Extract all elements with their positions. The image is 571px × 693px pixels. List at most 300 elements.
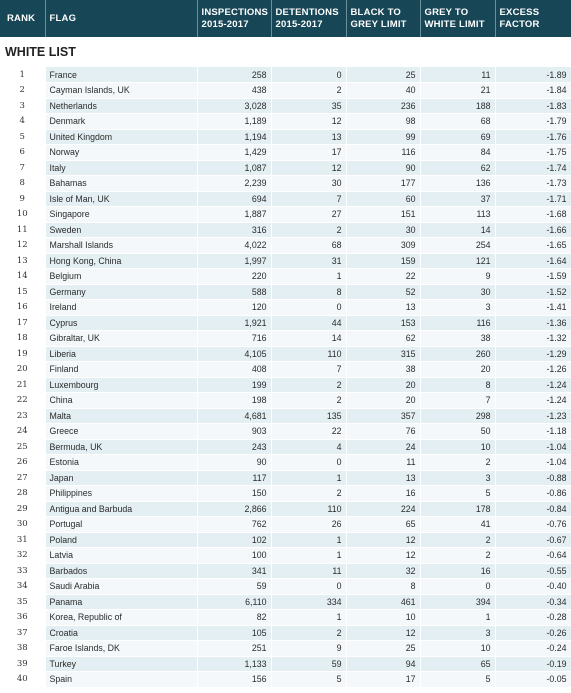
inspections-cell: 117 [197,470,271,486]
inspections-cell: 258 [197,67,271,83]
header-row [0,0,571,37]
flag-cell: Luxembourg [45,377,197,393]
header-grey-to-white-line1: GREY TO [424,6,469,18]
flag-cell: Sweden [45,222,197,238]
rank-cell: 30 [0,517,45,533]
table-row [0,579,571,595]
black-to-grey-cell: 17 [346,672,420,688]
flag-cell: Netherlands [45,98,197,114]
black-to-grey-cell: 309 [346,238,420,254]
flag-cell: Bahamas [45,176,197,192]
detentions-cell: 0 [271,67,346,83]
grey-to-white-cell: 62 [420,160,495,176]
header-flag: FLAG [45,0,197,37]
rank-cell: 12 [0,238,45,254]
black-to-grey-cell: 65 [346,517,420,533]
detentions-cell: 44 [271,315,346,331]
grey-to-white-cell: 38 [420,331,495,347]
grey-to-white-cell: 5 [420,486,495,502]
table-row [0,269,571,285]
black-to-grey-cell: 116 [346,145,420,161]
excess-factor-cell: -1.71 [495,191,571,207]
flag-cell: Gibraltar, UK [45,331,197,347]
flag-cell: Germany [45,284,197,300]
black-to-grey-cell: 20 [346,377,420,393]
detentions-cell: 1 [271,532,346,548]
excess-factor-cell: -1.04 [495,455,571,471]
detentions-cell: 13 [271,129,346,145]
excess-factor-cell: -1.18 [495,424,571,440]
grey-to-white-cell: 3 [420,300,495,316]
detentions-cell: 2 [271,377,346,393]
detentions-cell: 12 [271,114,346,130]
excess-factor-cell: -1.23 [495,408,571,424]
flag-cell: Marshall Islands [45,238,197,254]
inspections-cell: 100 [197,548,271,564]
grey-to-white-cell: 178 [420,501,495,517]
flag-cell: Turkey [45,656,197,672]
black-to-grey-cell: 30 [346,222,420,238]
black-to-grey-cell: 236 [346,98,420,114]
table-row [0,641,571,657]
excess-factor-cell: -0.76 [495,517,571,533]
grey-to-white-cell: 1 [420,610,495,626]
inspections-cell: 1,189 [197,114,271,130]
grey-to-white-cell: 8 [420,377,495,393]
table-row [0,656,571,672]
flag-cell: Hong Kong, China [45,253,197,269]
black-to-grey-cell: 11 [346,455,420,471]
black-to-grey-cell: 151 [346,207,420,223]
grey-to-white-cell: 0 [420,579,495,595]
rank-cell: 17 [0,315,45,331]
flag-cell: Liberia [45,346,197,362]
rank-cell: 36 [0,610,45,626]
excess-factor-cell: -1.76 [495,129,571,145]
inspections-cell: 4,105 [197,346,271,362]
excess-factor-cell: -0.67 [495,532,571,548]
flag-cell: Portugal [45,517,197,533]
detentions-cell: 26 [271,517,346,533]
flag-cell: United Kingdom [45,129,197,145]
black-to-grey-cell: 90 [346,160,420,176]
detentions-cell: 0 [271,579,346,595]
excess-factor-cell: -0.55 [495,563,571,579]
detentions-cell: 12 [271,160,346,176]
grey-to-white-cell: 116 [420,315,495,331]
inspections-cell: 82 [197,610,271,626]
excess-factor-cell: -1.66 [495,222,571,238]
rank-cell: 23 [0,408,45,424]
excess-factor-cell: -0.28 [495,610,571,626]
flag-cell: Ireland [45,300,197,316]
detentions-cell: 30 [271,176,346,192]
black-to-grey-cell: 52 [346,284,420,300]
black-to-grey-cell: 60 [346,191,420,207]
excess-factor-cell: -1.26 [495,362,571,378]
grey-to-white-cell: 65 [420,656,495,672]
detentions-cell: 334 [271,594,346,610]
table-row [0,207,571,223]
inspections-cell: 4,022 [197,238,271,254]
black-to-grey-cell: 22 [346,269,420,285]
black-to-grey-cell: 24 [346,439,420,455]
table-row [0,501,571,517]
inspections-cell: 2,239 [197,176,271,192]
rank-cell: 10 [0,207,45,223]
detentions-cell: 2 [271,486,346,502]
rank-cell: 18 [0,331,45,347]
black-to-grey-cell: 12 [346,625,420,641]
grey-to-white-cell: 113 [420,207,495,223]
inspections-cell: 438 [197,83,271,99]
table-row [0,114,571,130]
flag-cell: Spain [45,672,197,688]
detentions-cell: 68 [271,238,346,254]
grey-to-white-cell: 69 [420,129,495,145]
excess-factor-cell: -1.59 [495,269,571,285]
table-row [0,517,571,533]
flag-cell: Faroe Islands, DK [45,641,197,657]
grey-to-white-cell: 9 [420,269,495,285]
rank-cell: 15 [0,284,45,300]
inspections-cell: 4,681 [197,408,271,424]
grey-to-white-cell: 30 [420,284,495,300]
detentions-cell: 1 [271,610,346,626]
rank-cell: 20 [0,362,45,378]
rank-cell: 8 [0,176,45,192]
rank-cell: 25 [0,439,45,455]
rank-cell: 38 [0,641,45,657]
grey-to-white-cell: 3 [420,625,495,641]
table-row [0,393,571,409]
header-grey-to-white-line2: WHITE LIMIT [424,18,485,30]
excess-factor-cell: -1.29 [495,346,571,362]
detentions-cell: 8 [271,284,346,300]
table-row [0,315,571,331]
inspections-cell: 2,866 [197,501,271,517]
detentions-cell: 2 [271,83,346,99]
grey-to-white-cell: 84 [420,145,495,161]
excess-factor-cell: -0.26 [495,625,571,641]
black-to-grey-cell: 8 [346,579,420,595]
grey-to-white-cell: 68 [420,114,495,130]
excess-factor-cell: -0.05 [495,672,571,688]
black-to-grey-cell: 32 [346,563,420,579]
detentions-cell: 17 [271,145,346,161]
detentions-cell: 22 [271,424,346,440]
excess-factor-cell: -0.24 [495,641,571,657]
table-row [0,424,571,440]
excess-factor-cell: -1.89 [495,67,571,83]
black-to-grey-cell: 99 [346,129,420,145]
section-title: WHITE LIST [0,37,571,67]
detentions-cell: 35 [271,98,346,114]
rank-cell: 26 [0,455,45,471]
detentions-cell: 0 [271,455,346,471]
flag-cell: Philippines [45,486,197,502]
header-detentions-line1: DETENTIONS [275,6,339,18]
grey-to-white-cell: 21 [420,83,495,99]
flag-cell: Belgium [45,269,197,285]
rank-cell: 39 [0,656,45,672]
header-inspections [197,0,271,37]
flag-cell: Antigua and Barbuda [45,501,197,517]
inspections-cell: 694 [197,191,271,207]
grey-to-white-cell: 5 [420,672,495,688]
black-to-grey-cell: 25 [346,641,420,657]
grey-to-white-cell: 7 [420,393,495,409]
inspections-cell: 102 [197,532,271,548]
black-to-grey-cell: 94 [346,656,420,672]
rank-cell: 7 [0,160,45,176]
flag-cell: Denmark [45,114,197,130]
black-to-grey-cell: 76 [346,424,420,440]
header-detentions-line2: 2015-2017 [275,18,323,30]
grey-to-white-cell: 3 [420,470,495,486]
flag-cell: Finland [45,362,197,378]
flag-cell: Latvia [45,548,197,564]
excess-factor-cell: -1.41 [495,300,571,316]
detentions-cell: 31 [271,253,346,269]
inspections-cell: 588 [197,284,271,300]
rank-cell: 35 [0,594,45,610]
inspections-cell: 6,110 [197,594,271,610]
detentions-cell: 2 [271,625,346,641]
grey-to-white-cell: 2 [420,548,495,564]
table-header [0,0,571,37]
table-row [0,222,571,238]
rank-cell: 1 [0,67,45,83]
grey-to-white-cell: 50 [420,424,495,440]
rank-cell: 31 [0,532,45,548]
rank-cell: 37 [0,625,45,641]
rank-cell: 33 [0,563,45,579]
black-to-grey-cell: 25 [346,67,420,83]
grey-to-white-cell: 10 [420,439,495,455]
inspections-cell: 199 [197,377,271,393]
table-row [0,331,571,347]
detentions-cell: 9 [271,641,346,657]
inspections-cell: 251 [197,641,271,657]
table-row [0,83,571,99]
flag-cell: Singapore [45,207,197,223]
excess-factor-cell: -1.32 [495,331,571,347]
rank-cell: 27 [0,470,45,486]
detentions-cell: 1 [271,548,346,564]
inspections-cell: 150 [197,486,271,502]
grey-to-white-cell: 394 [420,594,495,610]
excess-factor-cell: -0.84 [495,501,571,517]
grey-to-white-cell: 254 [420,238,495,254]
inspections-cell: 903 [197,424,271,440]
rank-cell: 2 [0,83,45,99]
excess-factor-cell: -1.36 [495,315,571,331]
black-to-grey-cell: 177 [346,176,420,192]
header-detentions [271,0,346,37]
rank-cell: 5 [0,129,45,145]
header-black-to-grey-line2: GREY LIMIT [350,18,407,30]
inspections-cell: 1,194 [197,129,271,145]
black-to-grey-cell: 16 [346,486,420,502]
excess-factor-cell: -1.74 [495,160,571,176]
detentions-cell: 110 [271,346,346,362]
table-row [0,129,571,145]
header-inspections-line1: INSPECTIONS [201,6,269,18]
rank-cell: 34 [0,579,45,595]
flag-cell: Norway [45,145,197,161]
grey-to-white-cell: 20 [420,362,495,378]
grey-to-white-cell: 14 [420,222,495,238]
inspections-cell: 220 [197,269,271,285]
table-row [0,98,571,114]
flag-cell: Italy [45,160,197,176]
table-row [0,253,571,269]
detentions-cell: 2 [271,222,346,238]
detentions-cell: 1 [271,269,346,285]
table-row [0,160,571,176]
rank-cell: 19 [0,346,45,362]
black-to-grey-cell: 153 [346,315,420,331]
rank-cell: 11 [0,222,45,238]
excess-factor-cell: -1.75 [495,145,571,161]
inspections-cell: 1,887 [197,207,271,223]
header-inspections-line2: 2015-2017 [201,18,249,30]
flag-cell: Croatia [45,625,197,641]
flag-cell: China [45,393,197,409]
excess-factor-cell: -1.04 [495,439,571,455]
rank-cell: 3 [0,98,45,114]
table-body [0,37,571,687]
inspections-cell: 716 [197,331,271,347]
table-row [0,362,571,378]
section-row [0,37,571,67]
black-to-grey-cell: 12 [346,548,420,564]
inspections-cell: 1,087 [197,160,271,176]
flag-cell: Malta [45,408,197,424]
table-row [0,470,571,486]
flag-cell: Bermuda, UK [45,439,197,455]
inspections-cell: 341 [197,563,271,579]
table-row [0,625,571,641]
inspections-cell: 59 [197,579,271,595]
detentions-cell: 59 [271,656,346,672]
flag-cell: Cyprus [45,315,197,331]
flag-cell: Greece [45,424,197,440]
rank-cell: 14 [0,269,45,285]
flag-cell: Poland [45,532,197,548]
excess-factor-cell: -1.84 [495,83,571,99]
black-to-grey-cell: 357 [346,408,420,424]
grey-to-white-cell: 37 [420,191,495,207]
detentions-cell: 135 [271,408,346,424]
excess-factor-cell: -1.64 [495,253,571,269]
rank-cell: 40 [0,672,45,688]
grey-to-white-cell: 41 [420,517,495,533]
flag-cell: Barbados [45,563,197,579]
inspections-cell: 408 [197,362,271,378]
inspections-cell: 1,429 [197,145,271,161]
grey-to-white-cell: 298 [420,408,495,424]
detentions-cell: 4 [271,439,346,455]
table-row [0,439,571,455]
flag-cell: France [45,67,197,83]
table-row [0,594,571,610]
grey-to-white-cell: 11 [420,67,495,83]
grey-to-white-cell: 10 [420,641,495,657]
detentions-cell: 2 [271,393,346,409]
excess-factor-cell: -1.73 [495,176,571,192]
rank-cell: 24 [0,424,45,440]
excess-factor-cell: -1.83 [495,98,571,114]
header-black-to-grey-line1: BLACK TO [350,6,402,18]
inspections-cell: 3,028 [197,98,271,114]
table-row [0,610,571,626]
black-to-grey-cell: 159 [346,253,420,269]
excess-factor-cell: -0.64 [495,548,571,564]
black-to-grey-cell: 62 [346,331,420,347]
table-row [0,67,571,83]
black-to-grey-cell: 13 [346,470,420,486]
table-row [0,532,571,548]
inspections-cell: 198 [197,393,271,409]
detentions-cell: 11 [271,563,346,579]
detentions-cell: 7 [271,191,346,207]
black-to-grey-cell: 40 [346,83,420,99]
header-excess-factor-line2: FACTOR [499,18,540,30]
table-row [0,377,571,393]
excess-factor-cell: -1.65 [495,238,571,254]
rank-cell: 32 [0,548,45,564]
flag-cell: Korea, Republic of [45,610,197,626]
inspections-cell: 762 [197,517,271,533]
detentions-cell: 1 [271,470,346,486]
black-to-grey-cell: 10 [346,610,420,626]
table-row [0,145,571,161]
excess-factor-cell: -1.68 [495,207,571,223]
table-row [0,548,571,564]
header-rank: RANK [0,0,45,37]
black-to-grey-cell: 12 [346,532,420,548]
table-row [0,238,571,254]
grey-to-white-cell: 2 [420,455,495,471]
rank-cell: 22 [0,393,45,409]
inspections-cell: 1,997 [197,253,271,269]
flag-cell: Panama [45,594,197,610]
grey-to-white-cell: 260 [420,346,495,362]
flag-cell: Japan [45,470,197,486]
rank-cell: 6 [0,145,45,161]
excess-factor-cell: -0.86 [495,486,571,502]
rank-cell: 28 [0,486,45,502]
header-black-to-grey [346,0,420,37]
grey-to-white-cell: 16 [420,563,495,579]
grey-to-white-cell: 188 [420,98,495,114]
inspections-cell: 90 [197,455,271,471]
rank-cell: 29 [0,501,45,517]
inspections-cell: 243 [197,439,271,455]
excess-factor-cell: -0.40 [495,579,571,595]
table-row [0,486,571,502]
detentions-cell: 14 [271,331,346,347]
black-to-grey-cell: 38 [346,362,420,378]
table-row [0,284,571,300]
rank-cell: 13 [0,253,45,269]
grey-to-white-cell: 136 [420,176,495,192]
excess-factor-cell: -0.88 [495,470,571,486]
flag-cell: Isle of Man, UK [45,191,197,207]
header-excess-factor [495,0,571,37]
